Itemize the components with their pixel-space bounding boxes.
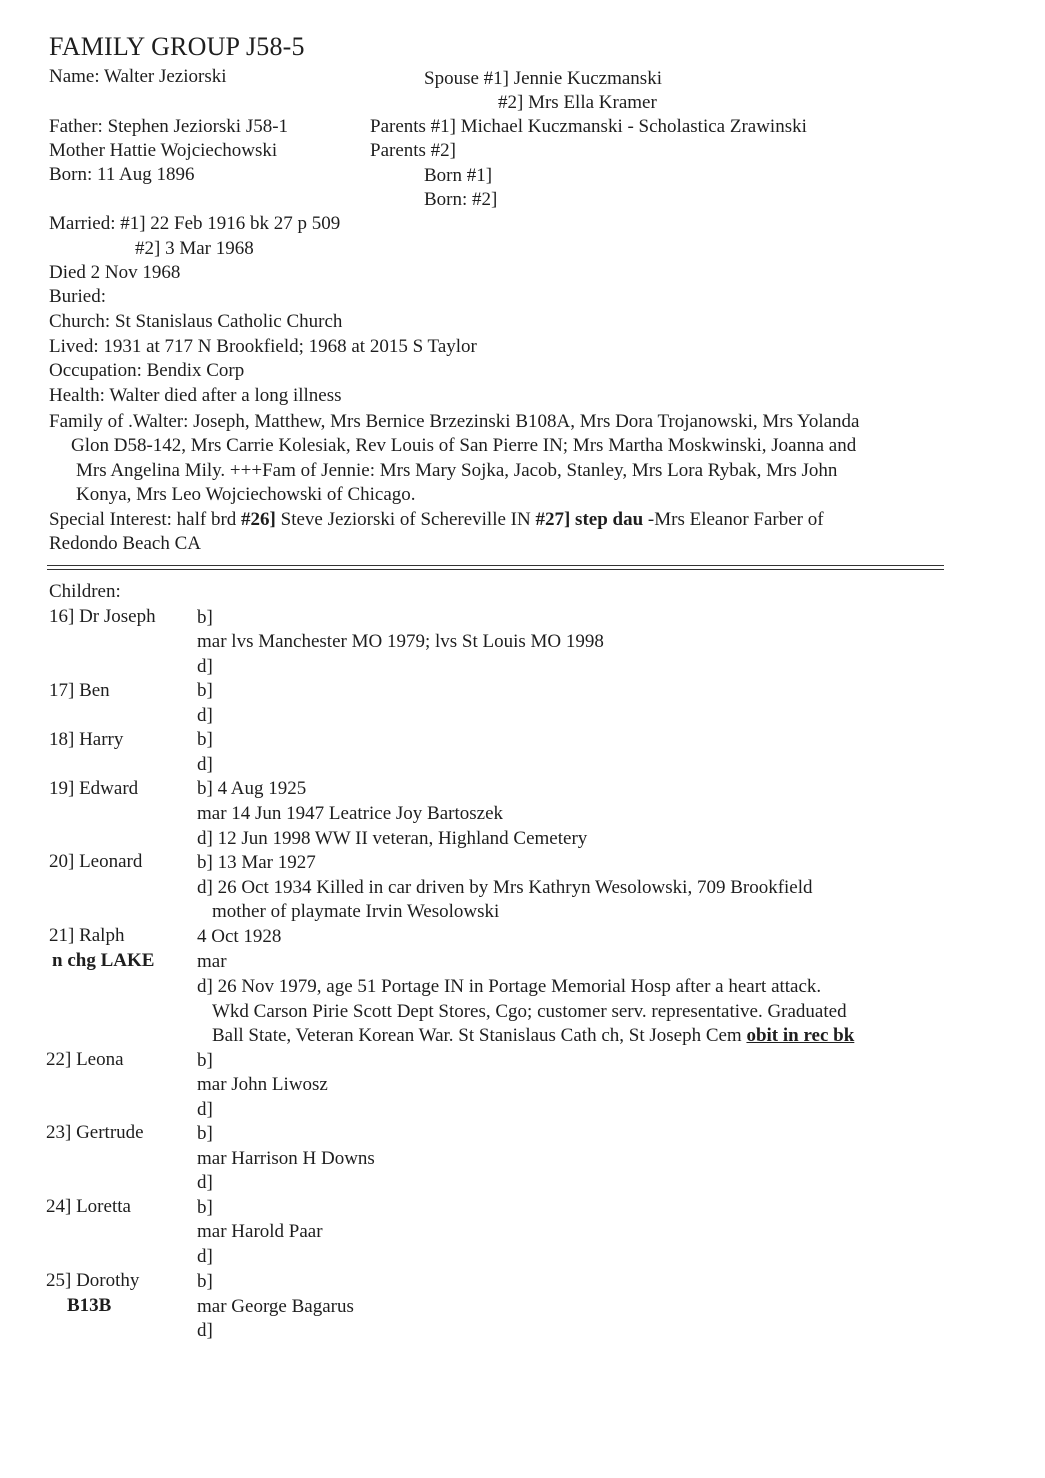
child-name: 21] Ralph	[49, 925, 125, 946]
special-interest-line-2: Redondo Beach CA	[49, 533, 201, 554]
obituary-reference: obit in rec bk	[746, 1025, 855, 1046]
parents-1-field: Parents #1] Michael Kuczmanski - Scholastica Zrawinski	[370, 116, 807, 137]
child-died: d]	[197, 1172, 213, 1193]
special-interest-label: Special Interest: half brd	[49, 509, 242, 530]
born-field: Born: 11 Aug 1896	[49, 164, 195, 185]
child-born: b]	[197, 607, 213, 628]
mother-field: Mother Hattie Wojciechowski	[49, 140, 278, 161]
children-heading: Children:	[49, 581, 121, 602]
lived-field: Lived: 1931 at 717 N Brookfield; 1968 at 2015 S Taylor	[49, 336, 477, 357]
child-died: d]	[197, 1246, 213, 1267]
church-field: Church: St Stanislaus Catholic Church	[49, 311, 343, 332]
child-died: d]	[197, 705, 213, 726]
child-born: b]	[197, 1197, 213, 1218]
child-born: b] 4 Aug 1925	[197, 778, 307, 799]
child-born: b]	[197, 680, 213, 701]
child-died: d] 26 Nov 1979, age 51 Portage IN in Portage Memorial Hosp after a heart attack.	[197, 976, 822, 997]
child-name: 24] Loretta	[46, 1196, 131, 1217]
child-died-text: Ball State, Veteran Korean War. St Stanislaus Cath ch, St Joseph Cem	[212, 1025, 747, 1046]
child-note: n chg LAKE	[52, 950, 155, 971]
special-interest-ref-26: #26]	[241, 509, 276, 530]
married-1-field: Married: #1] 22 Feb 1916 bk 27 p 509	[49, 213, 341, 234]
child-married: mar lvs Manchester MO 1979; lvs St Louis MO 1998	[197, 631, 604, 652]
child-died-continued: mother of playmate Irvin Wesolowski	[212, 901, 500, 922]
child-died-continued: Wkd Carson Pirie Scott Dept Stores, Cgo; customer serv. representative. Graduated	[212, 1001, 847, 1022]
child-died-continued	[212, 1024, 854, 1048]
child-born: b]	[197, 1123, 213, 1144]
parents-2-field: Parents #2]	[370, 140, 457, 161]
spouse-born-2-field: Born: #2]	[424, 189, 498, 210]
child-died: d]	[197, 754, 213, 775]
child-born: b]	[197, 1271, 213, 1292]
family-of-line-4: Konya, Mrs Leo Wojciechowski of Chicago.	[76, 484, 416, 505]
special-interest-ref-27: #27] step dau	[535, 509, 644, 530]
spouse-2-field: #2] Mrs Ella Kramer	[498, 92, 657, 113]
child-name: 17] Ben	[49, 680, 110, 701]
child-married: mar George Bagarus	[197, 1296, 354, 1317]
father-field: Father: Stephen Jeziorski J58-1	[49, 116, 289, 137]
child-died: d]	[197, 1099, 213, 1120]
special-interest-line-1	[49, 508, 824, 532]
buried-field: Buried:	[49, 286, 106, 307]
child-born: b] 13 Mar 1927	[197, 852, 316, 873]
section-divider	[47, 565, 944, 570]
child-died: d]	[197, 1320, 213, 1341]
child-born: b]	[197, 729, 213, 750]
child-name: 22] Leona	[46, 1049, 124, 1070]
child-married: mar Harrison H Downs	[197, 1148, 375, 1169]
child-name: 19] Edward	[49, 778, 139, 799]
child-married: mar	[197, 951, 227, 972]
special-interest-text-b: -Mrs Eleanor Farber of	[643, 509, 824, 530]
family-of-line-3: Mrs Angelina Mily. +++Fam of Jennie: Mrs Mary Sojka, Jacob, Stanley, Mrs Lora Rybak, Mrs John	[76, 460, 838, 481]
child-name: 20] Leonard	[49, 851, 143, 872]
child-born: b]	[197, 1050, 213, 1071]
occupation-field: Occupation: Bendix Corp	[49, 360, 245, 381]
special-interest-text-a: Steve Jeziorski of Schereville IN	[275, 509, 536, 530]
child-died: d] 12 Jun 1998 WW II veteran, Highland Cemetery	[197, 828, 588, 849]
health-field: Health: Walter died after a long illness	[49, 385, 342, 406]
spouse-1-field: Spouse #1] Jennie Kuczmanski	[424, 68, 662, 89]
child-died: d] 26 Oct 1934 Killed in car driven by Mrs Kathryn Wesolowski, 709 Brookfield	[197, 877, 813, 898]
spouse-born-1-field: Born #1]	[424, 165, 493, 186]
name-field: Name: Walter Jeziorski	[49, 66, 227, 87]
child-married: mar 14 Jun 1947 Leatrice Joy Bartoszek	[197, 803, 504, 824]
child-name: 18] Harry	[49, 729, 124, 750]
child-name: 23] Gertrude	[46, 1122, 144, 1143]
died-field: Died 2 Nov 1968	[49, 262, 181, 283]
child-note: B13B	[67, 1295, 112, 1316]
family-of-line-1: Family of .Walter: Joseph, Matthew, Mrs Bernice Brzezinski B108A, Mrs Dora Trojanowski, Mrs Yolanda	[49, 411, 860, 432]
child-married: mar Harold Paar	[197, 1221, 323, 1242]
married-2-field: #2] 3 Mar 1968	[135, 238, 254, 259]
family-of-line-2: Glon D58-142, Mrs Carrie Kolesiak, Rev Louis of San Pierre IN; Mrs Martha Moskwinski, Joanna and	[71, 435, 857, 456]
child-name: 16] Dr Joseph	[49, 606, 156, 627]
child-married: mar John Liwosz	[197, 1074, 328, 1095]
page-title: FAMILY GROUP J58-5	[49, 32, 305, 61]
child-name: 25] Dorothy	[46, 1270, 140, 1291]
child-born: 4 Oct 1928	[197, 926, 282, 947]
child-died: d]	[197, 656, 213, 677]
